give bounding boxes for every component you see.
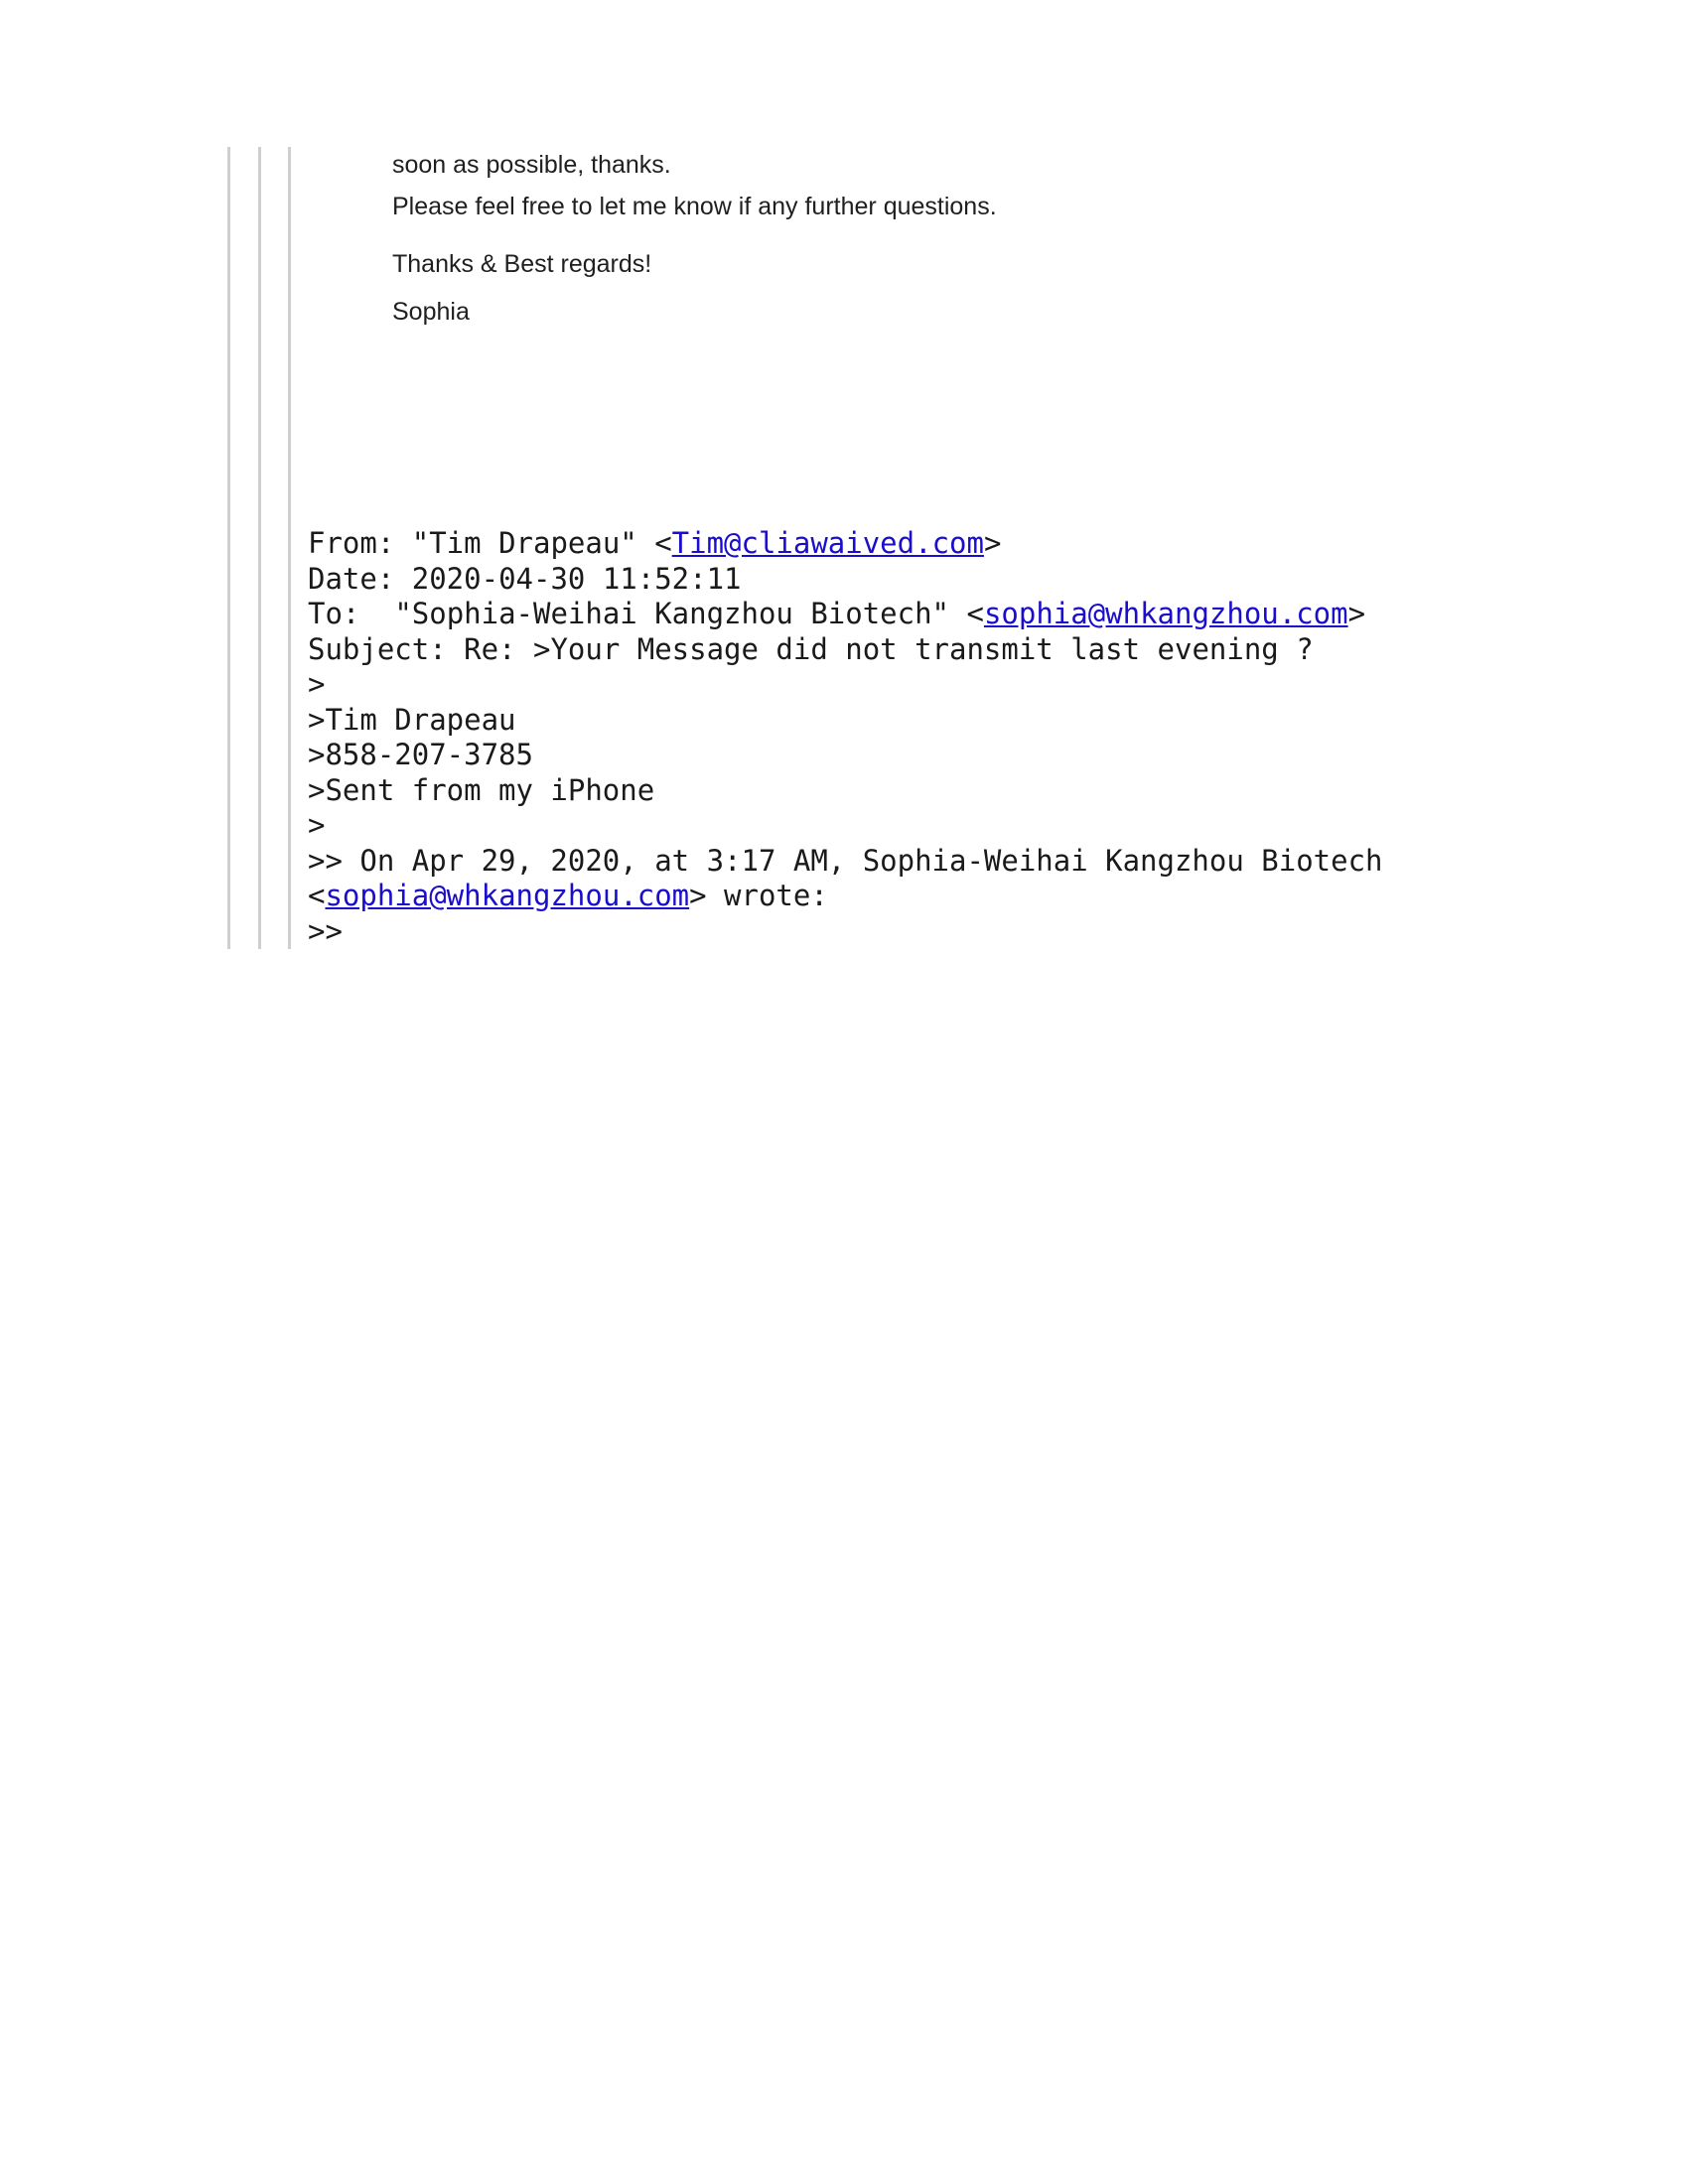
from-email-link[interactable]: Tim@cliawaived.com — [671, 526, 984, 560]
quoted-signature: Sophia — [392, 298, 470, 326]
sender-phone-line: >858-207-3785 — [308, 738, 533, 771]
subject-value: Re: >Your Message did not transmit last evening ? — [464, 631, 1314, 666]
to-email-link[interactable]: sophia@whkangzhou.com — [983, 597, 1348, 630]
on-date-wrote-line: >> On Apr 29, 2020, at 3:17 AM, Sophia-Weihai Kangzhou Biotech — [308, 843, 1383, 878]
to-row — [308, 597, 1599, 632]
date-value: 2020-04-30 11:52:11 — [411, 561, 742, 596]
quote-bar-middle — [258, 147, 261, 949]
to-close: > — [1347, 597, 1366, 630]
to-name: "Sophia-Weihai Kangzhou Biotech" < — [394, 597, 984, 630]
quote-marker-3: >> — [308, 913, 343, 948]
quote-marker-2: > — [308, 808, 326, 842]
wrote-email-link[interactable]: sophia@whkangzhou.com — [325, 879, 690, 912]
quote-bar-inner — [288, 147, 291, 949]
to-label: To: — [308, 597, 395, 630]
wrote-close: > wrote: — [689, 879, 828, 912]
date-label: Date: — [308, 561, 412, 596]
quoted-line-2: Please feel free to let me know if any further questions. — [392, 193, 997, 220]
from-name: "Tim Drapeau" < — [411, 526, 672, 560]
email-header-block — [308, 526, 1599, 949]
from-row — [308, 526, 1599, 562]
wrote-open: < — [308, 879, 326, 912]
quoted-closing: Thanks & Best regards! — [392, 250, 652, 278]
quote-marker-1: > — [308, 667, 326, 701]
quote-bar-outer — [227, 147, 230, 949]
quoted-line-1: soon as possible, thanks. — [392, 151, 671, 179]
date-row — [308, 562, 1599, 598]
from-label: From: — [308, 526, 412, 560]
sent-from-line: >Sent from my iPhone — [308, 772, 655, 807]
from-close: > — [983, 526, 1002, 560]
subject-row — [308, 632, 1599, 668]
subject-label: Subject: — [308, 631, 465, 666]
wrote-line — [308, 879, 1599, 914]
sender-name-line: >Tim Drapeau — [308, 702, 516, 737]
